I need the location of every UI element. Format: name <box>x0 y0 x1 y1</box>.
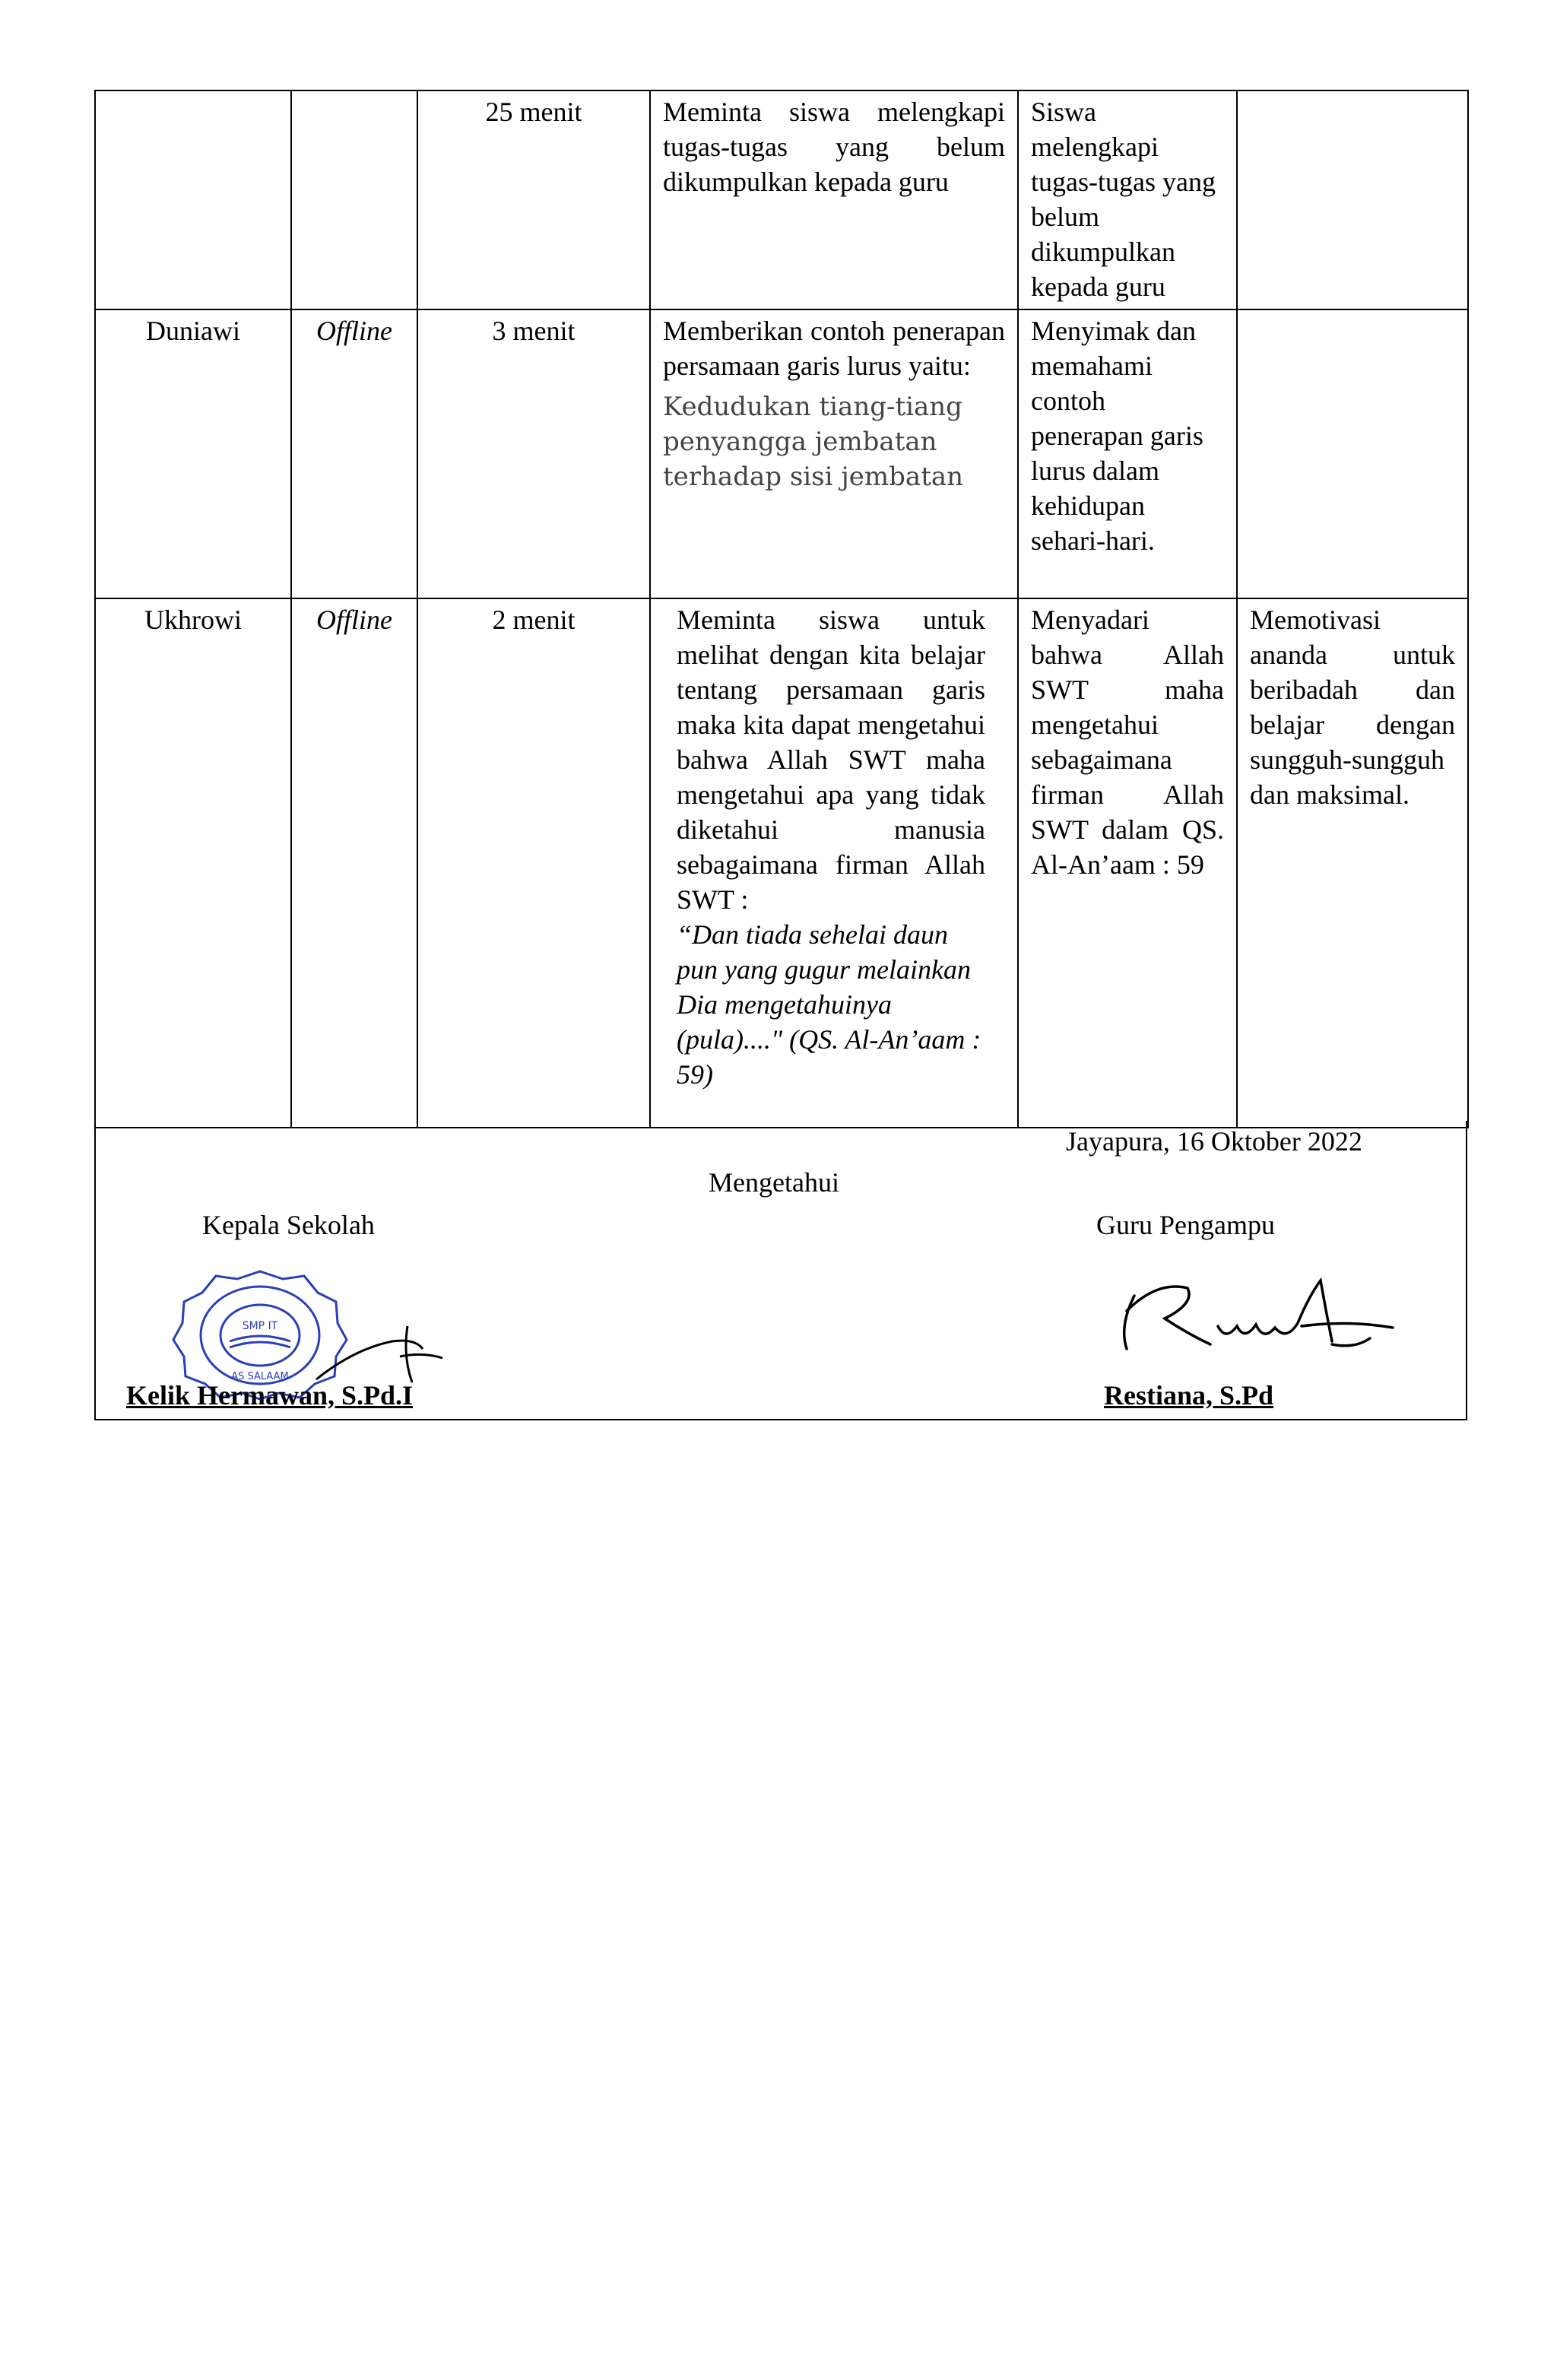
category-cell <box>95 90 291 309</box>
character-cell <box>1237 309 1468 598</box>
student-activity-cell: Menyimak dan memahami contoh penerapan garis lurus dalam kehidupan sehari-hari. <box>1018 309 1237 598</box>
student-activity-cell: Siswa melengkapi tugas-tugas yang belum dikumpulkan kepada guru <box>1018 90 1237 309</box>
principal-role: Kepala Sekolah <box>202 1210 375 1240</box>
category-cell: Ukhrowi <box>95 598 291 1128</box>
teacher-activity-text: Meminta siswa untuk melihat dengan kita belajar tentang persamaan garis maka kita dapat mengetahui bahwa Allah SWT maha mengetahui apa yang tidak diketahui manusia sebagaimana firman Allah SWT : <box>677 605 985 915</box>
category-cell: Duniawi <box>95 309 291 598</box>
duration-cell: 2 menit <box>417 598 650 1128</box>
svg-text:AS SALAAM: AS SALAAM <box>231 1371 289 1382</box>
signature-block <box>94 1121 1467 1420</box>
duration-cell: 25 menit <box>417 90 650 309</box>
mode-cell: Offline <box>291 309 417 598</box>
teacher-activity-text: Memberikan contoh penerapan persamaan garis lurus yaitu: <box>663 316 1005 381</box>
teacher-name: Restiana, S.Pd <box>1104 1380 1274 1411</box>
character-cell: Memotivasi ananda untuk beribadah dan belajar dengan sungguh-sungguh dan maksimal. <box>1237 598 1468 1128</box>
place-date: Jayapura, 16 Oktober 2022 <box>1066 1126 1362 1157</box>
table-row <box>95 309 1468 598</box>
example-text: Kedudukan tiang-tiang penyangga jembatan terhadap sisi jembatan <box>663 392 964 492</box>
character-cell <box>1237 90 1468 309</box>
mode-cell <box>291 90 417 309</box>
teacher-activity-cell <box>650 309 1018 598</box>
svg-text:SMP IT: SMP IT <box>242 1320 278 1332</box>
teacher-activity-cell: Meminta siswa melengkapi tugas-tugas yang belum dikumpulkan kepada guru <box>650 90 1018 309</box>
acknowledged-label: Mengetahui <box>709 1167 839 1198</box>
teacher-activity-cell <box>650 598 1018 1128</box>
lesson-plan-table <box>94 90 1469 1128</box>
principal-name: Kelik Hermawan, S.Pd.I <box>126 1380 414 1411</box>
teacher-role: Guru Pengampu <box>1096 1210 1275 1240</box>
mode-cell: Offline <box>291 598 417 1128</box>
table-row <box>95 90 1468 309</box>
table-row <box>95 598 1468 1128</box>
teacher-signature <box>1104 1265 1423 1372</box>
quran-quote: “Dan tiada sehelai daun pun yang gugur melainkan Dia mengetahuinya (pula)...." (QS. Al-An’aam : 59) <box>677 919 981 1090</box>
student-activity-cell: Menyadari bahwa Allah SWT maha mengetahui sebagaimana firman Allah SWT dalam QS. Al-An’aam : 59 <box>1018 598 1237 1128</box>
duration-cell: 3 menit <box>417 309 650 598</box>
